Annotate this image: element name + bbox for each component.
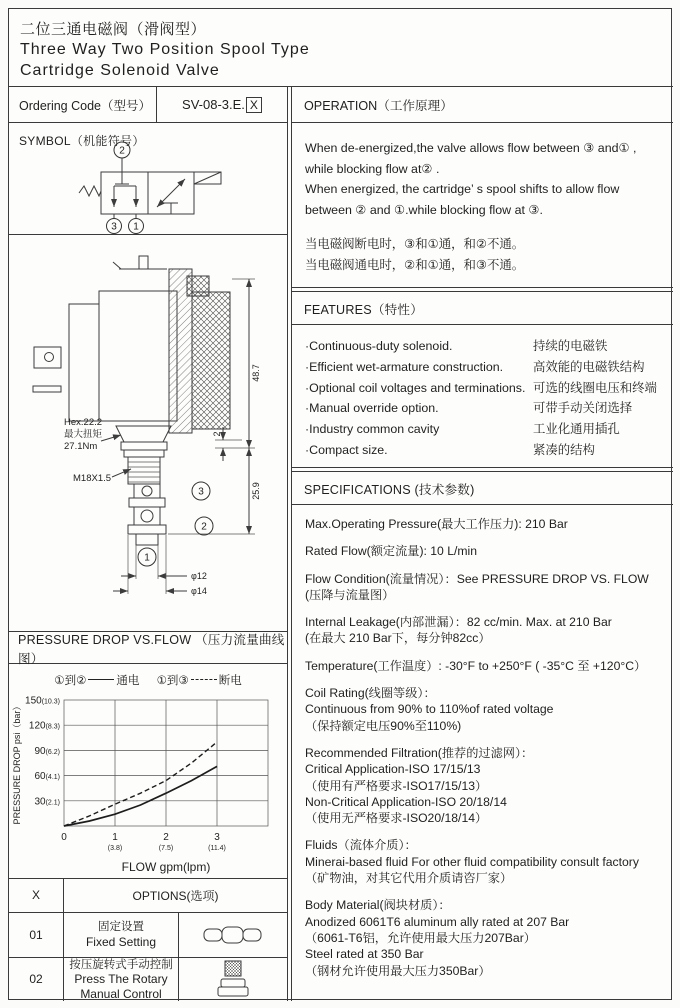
operation-line-en: When de-energized,the valve allows flow between ③ and① , (305, 141, 637, 155)
solid-line-sample (88, 679, 114, 680)
feature-item (305, 357, 665, 378)
svg-text:0: 0 (61, 832, 67, 843)
feature-item (305, 398, 665, 419)
feature-text-zh: 高效能的电磁铁结构 (533, 359, 645, 374)
spec-line: Minerai-based fluid For other fluid compatibility consult factory (305, 854, 639, 869)
operation-line-en: When energized, the cartridge’ s spool shifts to allow flow (305, 182, 620, 196)
valve-symbol-diagram (9, 123, 287, 235)
plot-grid (64, 700, 268, 826)
option-description: 按压旋转式手动控制 Press The Rotary Manual Control (64, 958, 179, 1002)
svg-text:2: 2 (163, 832, 169, 843)
legend-suffix: 断电 (218, 675, 242, 687)
spec-paragraph (305, 837, 663, 886)
svg-text:(7.5): (7.5) (158, 845, 174, 852)
specifications-title: SPECIFICATIONS (技术参数) (292, 471, 673, 505)
title-zh: 二位三通电磁阀（滑阀型） (20, 21, 207, 38)
dim-25-9: 25.9 (251, 482, 261, 500)
feature-text-en: ·Continuous-duty solenoid. (305, 339, 453, 353)
options-header-x: X (9, 879, 64, 912)
right-column (291, 87, 673, 1001)
symbol-port-1: 1 (133, 221, 139, 233)
pressure-chart-section (9, 664, 287, 878)
spec-line: Coil Rating(线圈等级）： (305, 686, 436, 701)
spec-line: Temperature(工作温度）: -30°F to +250°F ( -35°C 至 +120°C） (305, 658, 647, 673)
option-row-02 (9, 958, 287, 1002)
features-list (292, 325, 673, 468)
feature-text-en: ·Industry common cavity (305, 422, 440, 437)
page-frame (8, 8, 672, 1000)
hex-label-line2: 最大扭矩 (64, 429, 103, 440)
option-code: 02 (9, 958, 64, 1002)
feature-text-en: ·Optional coil voltages and terminations. (305, 380, 526, 395)
operation-line-en: while blocking flow at② . (305, 161, 440, 176)
feature-item (305, 419, 665, 440)
option-row-01 (9, 913, 287, 958)
ordering-code-text: SV-08-3.E. (182, 97, 245, 112)
y-axis-ticks (25, 696, 60, 808)
spec-paragraph (305, 516, 663, 532)
options-table (9, 878, 287, 1001)
spec-line: (压降与流量图） (305, 587, 395, 602)
operation-line-en: between ② and ①.while blocking flow at ③. (305, 202, 543, 217)
operation-line-zh: 当电磁阀通电时，②和①通，和③不通。 (305, 257, 525, 272)
hex-label-line3: 27.1Nm (64, 441, 98, 452)
spec-line: （保持额定电压90%至110%) (305, 718, 462, 733)
spec-line: Recommended Filtration(推荐的过滤网）： (305, 745, 534, 760)
spec-paragraph (305, 897, 663, 978)
spec-line: Body Material(阀块材质）： (305, 898, 451, 913)
option-description: 固定设置 Fixed Setting (64, 913, 179, 957)
spec-line: （6061-T6铝，允许使用最大压力207Bar） (305, 930, 536, 945)
feature-text-zh: 可选的线圈电压和终端 (533, 380, 657, 395)
symbol-port-3: 3 (111, 221, 117, 233)
feature-text-zh: 工业化通用插孔 (533, 422, 620, 437)
dim-48-7: 48.7 (251, 364, 261, 382)
spec-line: Internal Leakage(内部泄漏）：82 cc/min. Max. at 210 Bar (305, 615, 612, 630)
svg-text:(11.4): (11.4) (208, 845, 226, 852)
drawing-section (9, 235, 287, 628)
spec-line: Continuous from 90% to 110%of rated voltage (305, 702, 554, 717)
column-divider (287, 87, 288, 1001)
feature-item (305, 378, 665, 399)
spec-line: Non-Critical Application-ISO 20/18/14 (305, 794, 507, 809)
rotary-knob-icon (211, 959, 255, 999)
feature-item (305, 336, 665, 357)
ordering-code-label: Ordering Code（型号） (9, 87, 157, 122)
dim-2: 2 (212, 431, 222, 437)
operation-body (292, 123, 673, 288)
operation-title: OPERATION（工作原理） (292, 87, 673, 123)
spec-line: (在最大 210 Bar下，每分钟82cc） (305, 631, 491, 646)
option-code: 01 (9, 913, 64, 957)
drawing-port-labels (138, 482, 213, 566)
legend-item-energized (54, 675, 139, 687)
x-axis-label: FLOW gpm(lpm) (121, 860, 211, 874)
ordering-code-row (9, 87, 287, 123)
options-header-label: OPTIONS(选项) (132, 888, 219, 903)
svg-text:60(4.1): 60(4.1) (34, 771, 60, 783)
pressure-chart-title: PRESSURE DROP VS.FLOW （压力流量曲线图） (9, 631, 287, 664)
drawing-port-2: 2 (201, 521, 207, 533)
spec-line: Flow Condition(流量情况）：See PRESSURE DROP VS. FLOW (305, 571, 649, 586)
spec-paragraph (305, 543, 663, 559)
threaded-section (128, 457, 160, 484)
coil-body (99, 291, 177, 421)
symbol-port-2: 2 (119, 145, 125, 157)
thread-label: M18X1.5 (73, 473, 112, 484)
feature-text-zh: 持续的电磁铁 (533, 339, 608, 353)
spec-line: Anodized 6061T6 aluminum ally rated at 207 Bar (305, 914, 570, 929)
symbol-section (9, 123, 287, 235)
title-en-line2: Cartridge Solenoid Valve (20, 62, 220, 79)
feature-text-en: ·Efficient wet-armature construction. (305, 359, 504, 374)
x-axis-ticks (61, 832, 226, 852)
feature-text-en: ·Compact size. (305, 442, 388, 457)
legend-label: ①到③ (156, 675, 189, 687)
ordering-code-value (157, 87, 287, 122)
feature-text-zh: 可带手动关闭选择 (533, 401, 633, 416)
symbol-graphics (79, 142, 221, 234)
specifications-list (292, 505, 673, 1001)
feature-item (305, 440, 665, 461)
operation-lines-zh (305, 234, 663, 275)
spec-line: Critical Application-ISO 17/15/13 (305, 762, 481, 777)
spec-line: Rated Flow(额定流量): 10 L/min (305, 544, 478, 559)
pressure-curve-dashed (64, 742, 217, 826)
option-icon-cell (179, 958, 287, 1002)
legend-label: ①到② (54, 675, 87, 687)
spec-paragraph (305, 571, 663, 604)
spec-line: （矿物油，对其它代用介质请咨厂家） (305, 871, 513, 886)
operation-lines-en (305, 138, 663, 220)
spec-line: Fluids（流体介质）： (305, 838, 417, 853)
feature-text-zh: 紧凑的结构 (533, 442, 595, 457)
doc-header (9, 9, 673, 87)
spec-line: Max.Operating Pressure(最大工作压力): 210 Bar (305, 517, 568, 531)
symbol-section-title: SYMBOL（机能符号） (19, 134, 145, 148)
spec-paragraph (305, 614, 663, 647)
svg-text:30(2.1): 30(2.1) (34, 796, 60, 808)
svg-text:(3.8): (3.8) (107, 845, 123, 852)
valve-cross-section-drawing (9, 235, 287, 628)
chart-legend (9, 672, 287, 688)
svg-text:1: 1 (112, 832, 118, 843)
spade-terminal (34, 347, 61, 368)
dim-dia12: φ12 (191, 571, 207, 581)
spec-paragraph (305, 745, 663, 826)
legend-suffix: 通电 (116, 675, 140, 687)
spec-paragraph (305, 685, 663, 734)
hex-label-line1: Hex.22.2 (64, 417, 103, 428)
features-title: FEATURES（特性） (292, 291, 673, 325)
drawing-port-3: 3 (198, 486, 204, 498)
option-icon-cell (179, 913, 287, 957)
dim-dia14: φ14 (191, 586, 207, 596)
coil-winding-crosshatch (192, 292, 230, 429)
ordering-code-x-box: X (246, 97, 262, 113)
spec-line: （使用有严格要求-ISO17/15/13） (305, 778, 488, 793)
svg-text:120(8.3): 120(8.3) (28, 720, 60, 732)
spec-line: （使用无严格要求-ISO20/18/14） (305, 811, 488, 826)
connector-block (69, 304, 99, 421)
coil-assembly (33, 256, 230, 433)
dashed-line-sample (191, 679, 217, 680)
svg-text:3: 3 (214, 832, 220, 843)
spec-line: （钢材允许使用最大压力350Bar） (305, 963, 491, 978)
spec-line: Steel rated at 350 Bar (305, 947, 424, 962)
spec-paragraph (305, 658, 663, 674)
svg-text:150(10.3): 150(10.3) (25, 695, 60, 707)
hex-nut (116, 426, 171, 442)
svg-text:90(6.2): 90(6.2) (34, 745, 60, 757)
pressure-flow-plot (9, 690, 287, 878)
legend-item-deenergized (157, 675, 242, 687)
title-en-line1: Three Way Two Position Spool Type (20, 41, 310, 58)
y-axis-label: PRESSURE DROP psi（bar） (12, 701, 22, 825)
options-table-header (9, 879, 287, 913)
spade-terminal-2 (33, 386, 61, 392)
fixed-setting-plug-icon (202, 924, 264, 946)
cartridge-body (116, 426, 171, 545)
drawing-port-1: 1 (144, 552, 150, 564)
spring-symbol (79, 186, 101, 196)
operation-line-zh: 当电磁阀断电时，③和①通，和②不通。 (305, 237, 525, 251)
feature-text-en: ·Manual override option. (305, 401, 439, 416)
